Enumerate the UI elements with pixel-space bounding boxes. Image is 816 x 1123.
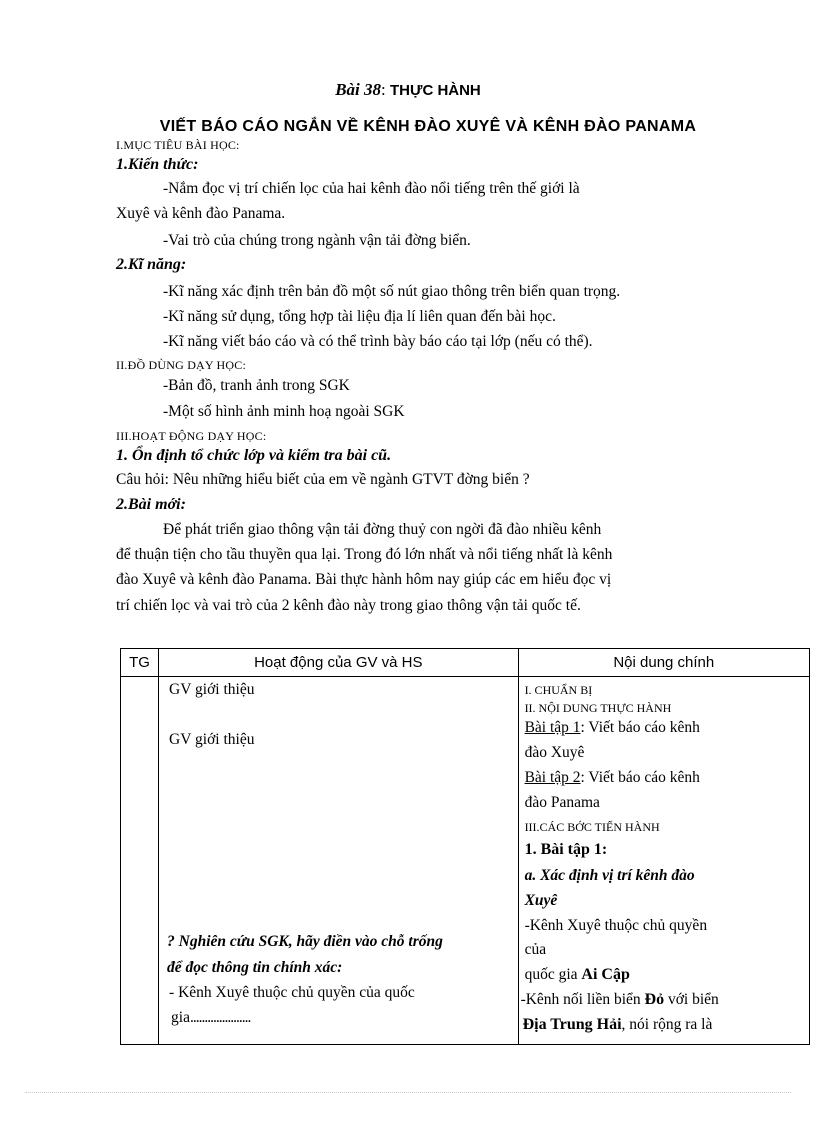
fill-item-text [171, 1009, 250, 1027]
question-text: để đọc thông tin chính xác: [167, 959, 343, 976]
activity-text: GV giới thiệu [169, 681, 255, 698]
text-line: Xuyê và kênh đào Panama. [116, 205, 286, 222]
text-line: -Kĩ năng viết báo cáo và có thể trình bày báo cáo tại lớp (nếu có thể). [163, 333, 593, 350]
content-heading: II. NỘI DUNG THỰC HÀNH [524, 701, 672, 715]
question-text: ? Nghiên cứu SGK, hãy điền vào chỗ trống [167, 933, 443, 950]
column-header-time: TG [121, 649, 159, 677]
subheading-knowledge: 1.Kiến thức: [116, 156, 199, 173]
text-line: trí chiến lọc và vai trò của 2 kênh đào này trong giao thông vận tải quốc tế. [116, 597, 581, 614]
exercise-1-label: Bài tập 1 [524, 719, 581, 736]
lesson-type: THỰC HÀNH [390, 82, 481, 99]
content-heading: III.CÁC BỚC TIẾN HÀNH [524, 820, 660, 834]
exercise-2 [525, 769, 700, 787]
text-line: -Kĩ năng xác định trên bản đồ một số nút giao thông trên biển quan trọng. [163, 283, 621, 300]
text-line: -Vai trò của chúng trong ngành vận tải đờng biển. [163, 232, 471, 249]
activity-cell [159, 677, 519, 1045]
column-header-activity: Hoạt động của GV và HS [159, 649, 519, 677]
text-line: Để phát triển giao thông vận tải đờng thuỷ con ngời đã đào nhiều kênh [163, 521, 602, 538]
table-header-row [121, 649, 810, 677]
content-cell [518, 677, 809, 1045]
content-span: với biển [664, 991, 719, 1008]
text-line: -Kĩ năng sử dụng, tổng hợp tài liệu địa lí liên quan đến bài học. [163, 308, 556, 325]
content-text: đào Panama [524, 794, 600, 811]
content-text [521, 991, 719, 1009]
lesson-separator: : [381, 80, 390, 99]
content-emphasis: Ai Cập [581, 966, 630, 983]
page-bottom-divider [25, 1092, 791, 1093]
text-line: để thuận tiện cho tầu thuyền qua lại. Trong đó lớn nhất và nổi tiếng nhất là kênh [116, 546, 613, 563]
text-line: -Bản đồ, tranh ảnh trong SGK [163, 377, 350, 394]
content-text: đào Xuyê [524, 744, 585, 761]
section-heading-objectives: I.MỤC TIÊU BÀI HỌC: [116, 138, 240, 152]
exercise-1 [525, 719, 700, 737]
content-span: , nói rộng ra là [621, 1016, 713, 1033]
activity-text: GV giới thiệu [169, 731, 255, 748]
column-header-content: Nội dung chính [518, 649, 809, 677]
subheading-new-lesson: 2.Bài mới: [116, 496, 186, 513]
content-emphasis: Địa Trung Hải [522, 1016, 622, 1033]
text-line: -Nắm đọc vị trí chiến lọc của hai kênh đào nổi tiếng trên thế giới là [163, 180, 580, 197]
content-span: quốc gia [524, 966, 582, 983]
subheading-skills: 2.Kĩ năng: [116, 256, 187, 273]
fill-blank: ..................... [189, 1009, 251, 1026]
content-text [523, 1016, 713, 1034]
lesson-title [0, 80, 816, 100]
section-heading-activities: III.HOẠT ĐỘNG DẠY HỌC: [116, 429, 267, 443]
content-text: của [524, 941, 547, 958]
text-line: đào Xuyê và kênh đào Panama. Bài thực hành hôm nay giúp các em hiểu đọc vị [116, 571, 612, 588]
content-subheading: Xuyê [524, 892, 558, 909]
content-text [525, 966, 630, 984]
content-heading: I. CHUẨN BỊ [524, 683, 593, 697]
fill-item-text: - Kênh Xuyê thuộc chủ quyền của quốc [169, 984, 415, 1001]
text-line: Câu hỏi: Nêu những hiểu biết của em về ngành GTVT đờng biển ? [116, 471, 530, 488]
content-text: -Kênh Xuyê thuộc chủ quyền [524, 917, 708, 934]
content-subheading: a. Xác định vị trí kênh đào [524, 867, 695, 884]
main-title: VIẾT BÁO CÁO NGẮN VỀ KÊNH ĐÀO XUYÊ VÀ KÊNH ĐÀO PANAMA [159, 118, 697, 135]
fill-item-label: gia [171, 1009, 190, 1026]
content-emphasis: Đỏ [644, 991, 665, 1008]
text-line: -Một số hình ảnh minh hoạ ngoài SGK [163, 403, 405, 420]
exercise-2-text: : Viết báo cáo kênh [580, 769, 700, 786]
time-cell [121, 677, 159, 1045]
lesson-number: Bài 38 [335, 80, 382, 99]
content-subheading: 1. Bài tập 1: [524, 841, 608, 858]
content-span: -Kênh nối liền biển [520, 991, 645, 1008]
lesson-table [120, 648, 810, 1045]
subheading-class-organization: 1. Ổn định tổ chức lớp và kiểm tra bài cũ. [116, 447, 392, 464]
section-heading-materials: II.ĐỒ DÙNG DẠY HỌC: [116, 358, 247, 372]
table-row [121, 677, 810, 1045]
exercise-2-label: Bài tập 2 [524, 769, 581, 786]
exercise-1-text: : Viết báo cáo kênh [580, 719, 700, 736]
